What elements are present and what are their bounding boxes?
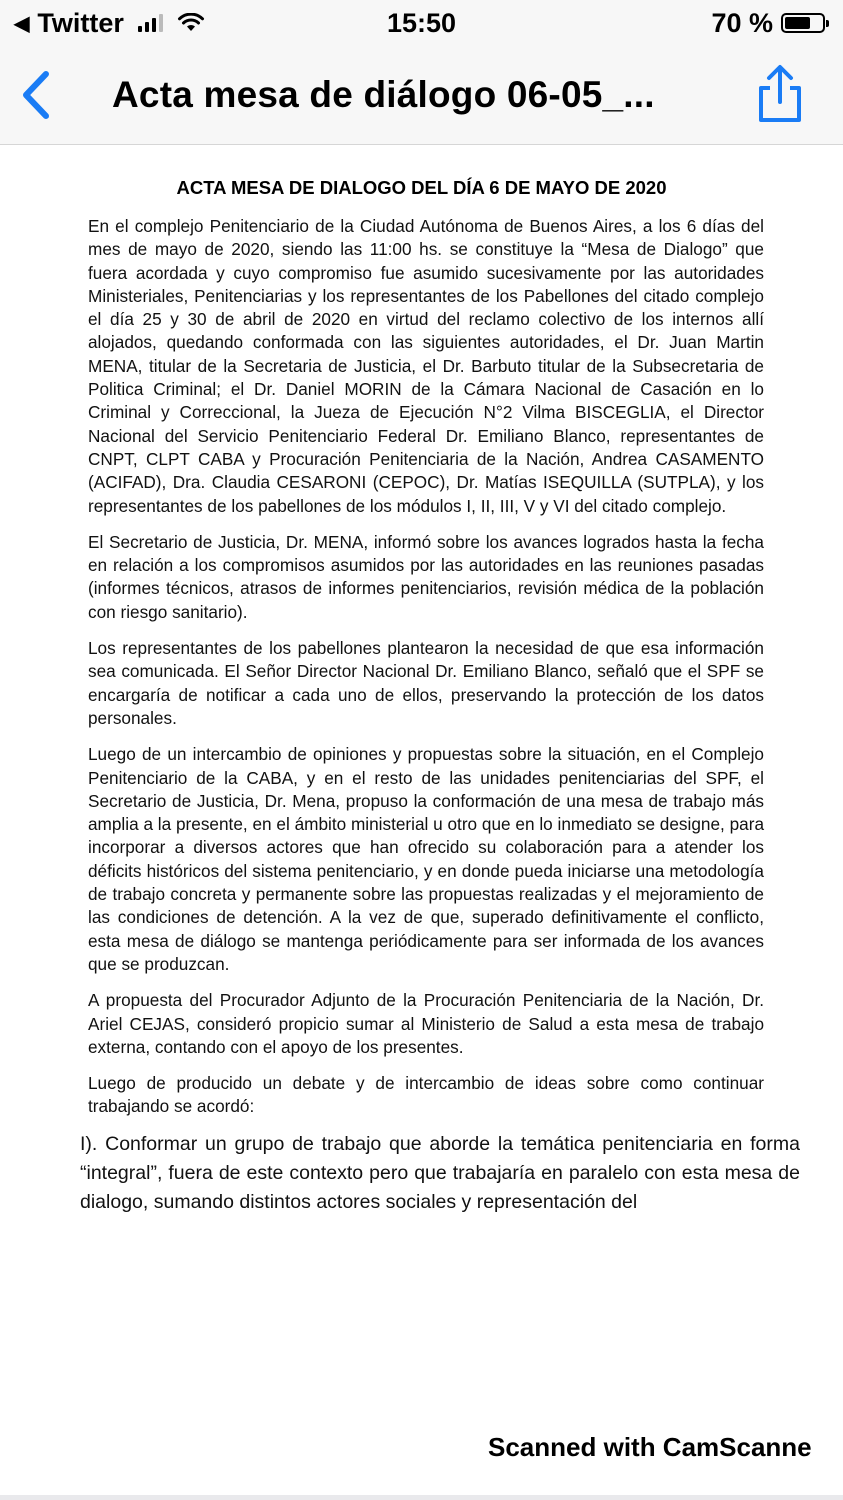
paragraph: El Secretario de Justicia, Dr. MENA, informó sobre los avances logrados hasta la fecha en relación a los compromisos asumidos por las autoridades en las reuniones pasadas (informes técnicos, atrasos de informes penitenciarios, revisión médica de la población con riesgo sanitario).: [88, 531, 764, 622]
bottom-edge: [0, 1495, 843, 1500]
status-left: [14, 8, 205, 39]
document-title-bar: Acta mesa de diálogo 06-05_...: [112, 74, 655, 115]
cellular-signal-icon: [138, 14, 163, 32]
battery-icon: [781, 13, 825, 33]
chevron-left-icon[interactable]: [16, 68, 56, 122]
paragraph: Los representantes de los pabellones plantearon la necesidad de que esa información sea comunicada. El Señor Director Nacional Dr. Emiliano Blanco, señaló que el SPF se encargaría de notificar a cada uno de ellos, preservando la protección de los datos personales.: [88, 638, 764, 728]
navigation-bar: [0, 46, 843, 145]
document-body: [80, 215, 800, 1230]
paragraph: A propuesta del Procurador Adjunto de la Procuración Penitenciaria de la Nación, Dr. Ariel CEJAS, consideró propicio sumar al Ministerio de Salud a esta mesa de trabajo externa, contando con el apoyo de los presentes.: [88, 990, 764, 1057]
paragraph: En el complejo Penitenciario de la Ciudad Autónoma de Buenos Aires, a los 6 días del mes de mayo de 2020, siendo las 11:00 hs. se constituye la “Mesa de Dialogo” que fuera acordada y cuyo compromiso fue asumido sucesivamente por las autoridades Ministeriales, Penitenciarias y los representantes de los Pabellones del citado complejo el día 25 y 30 de abril de 2020 en virtud del reclamo colectivo de los internos allí alojados, quedando conformada con las siguientes autoridades, el Dr. Juan Martin MENA, titular de la Secretaria de Justicia, el Dr. Barbuto titular de la Subsecretaria de Politica Criminal; el Dr. Daniel MORIN de la Cámara Nacional de Casación en lo Criminal y Correccional, la Jueza de Ejecución N°2 Vilma BISCEGLIA, el Director Nacional del Servicio Penitenciario Federal Dr. Emiliano Blanco, representantes de CNPT, CLPT CABA y Procuración Penitenciaria de la Nación, Andrea CASAMENTO (ACIFAD), Dra. Claudia CESARONI (CEPOC), Dr. Matías ISEQUILLA (SUTPLA), y los representantes de los pabellones de los módulos I, II, III, V y VI del citado complejo.: [88, 216, 764, 516]
back-to-app-icon[interactable]: ◀: [14, 12, 30, 35]
back-to-app-label[interactable]: Twitter: [37, 7, 124, 38]
camscanner-watermark: Scanned with CamScanne: [488, 1432, 812, 1462]
pdf-page[interactable]: [0, 145, 843, 1495]
share-icon[interactable]: [752, 64, 808, 124]
wifi-icon: [177, 13, 205, 33]
status-time: 15:50: [386, 7, 457, 38]
paragraph: I). Conformar un grupo de trabajo que aborde la temática penitenciaria en forma “integral”, fuera de este contexto pero que trabajaría en paralelo con esta mesa de dialogo, sumando distintos actores sociales y representación del: [80, 1132, 800, 1213]
paragraph: Luego de producido un debate y de intercambio de ideas sobre como continuar trabajando se acordó:: [88, 1073, 764, 1117]
status-bar: [0, 0, 843, 46]
paragraph: Luego de un intercambio de opiniones y propuestas sobre la situación, en el Complejo Penitenciario de la CABA, y en el resto de las unidades penitenciarias del SPF, el Secretario de Justicia, Dr. Mena, propuso la conformación de una mesa de trabajo más amplia a la presente, en el ámbito ministerial u otro que en lo inmediato se designe, para incorporar a diversos actores que han ofrecido su colaboración para a atender los déficits históricos del sistema penitenciario, y en donde pueda iniciarse una metodología de trabajo concreta y permanente sobre las propuestas realizadas y el mejoramiento de las condiciones de detención. A la vez de que, superado definitivamente el conflicto, esta mesa de diálogo se mantenga periódicamente para ser informada de los avances que se produzcan.: [88, 744, 764, 974]
battery-percent: 70 %: [711, 7, 773, 38]
status-right: [711, 8, 825, 39]
battery-level: [785, 17, 810, 29]
document-heading: ACTA MESA DE DIALOGO DEL DÍA 6 DE MAYO DE 2020: [176, 177, 667, 198]
